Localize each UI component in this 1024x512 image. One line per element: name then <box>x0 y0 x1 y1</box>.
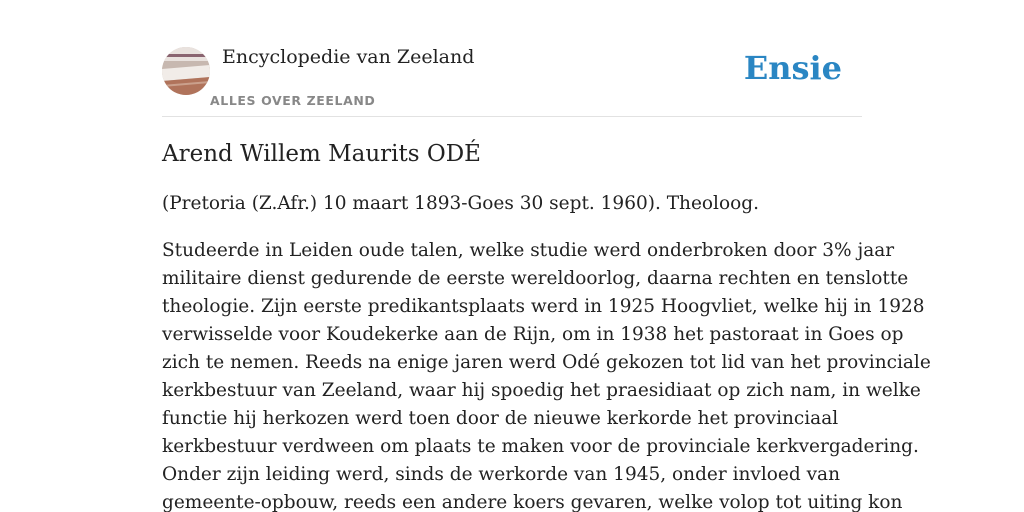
article-intro: (Pretoria (Z.Afr.) 10 maart 1893-Goes 30 sept. 1960). Theoloog. <box>162 193 759 214</box>
site-title[interactable]: Encyclopedie van Zeeland <box>222 46 475 68</box>
site-header <box>162 40 862 117</box>
body-line: verwisselde voor Koudekerke aan de Rijn, om in 1938 het pastoraat in Goes op <box>162 324 904 345</box>
body-line: gemeente-opbouw, reeds een andere koers gevaren, welke volop tot uiting kon <box>162 492 903 512</box>
body-line: kerkbestuur verdween om plaats te maken voor de provinciale kerkvergadering. <box>162 436 919 457</box>
avatar-image <box>162 47 210 95</box>
article-title: Arend Willem Maurits ODÉ <box>162 141 481 167</box>
body-line: Studeerde in Leiden oude talen, welke studie werd onderbroken door 3% jaar <box>162 240 895 261</box>
site-tagline: ALLES OVER ZEELAND <box>210 93 376 108</box>
body-line: zich te nemen. Reeds na enige jaren werd Odé gekozen tot lid van het provinciale <box>162 352 931 373</box>
site-avatar[interactable] <box>162 47 210 95</box>
article-body <box>162 237 931 512</box>
body-line: militaire dienst gedurende de eerste wereldoorlog, daarna rechten en tenslotte <box>162 268 909 289</box>
body-line: kerkbestuur van Zeeland, waar hij spoedig het praesidiaat op zich nam, in welke <box>162 380 921 401</box>
body-line: theologie. Zijn eerste predikantsplaats werd in 1925 Hoogvliet, welke hij in 1928 <box>162 296 925 317</box>
body-line: Onder zijn leiding werd, sinds de werkorde van 1945, onder invloed van <box>162 464 840 485</box>
article <box>162 138 931 512</box>
body-line: functie hij herkozen werd toen door de nieuwe kerkorde het provinciaal <box>162 408 839 429</box>
ensie-logo[interactable]: Ensie <box>743 49 842 87</box>
